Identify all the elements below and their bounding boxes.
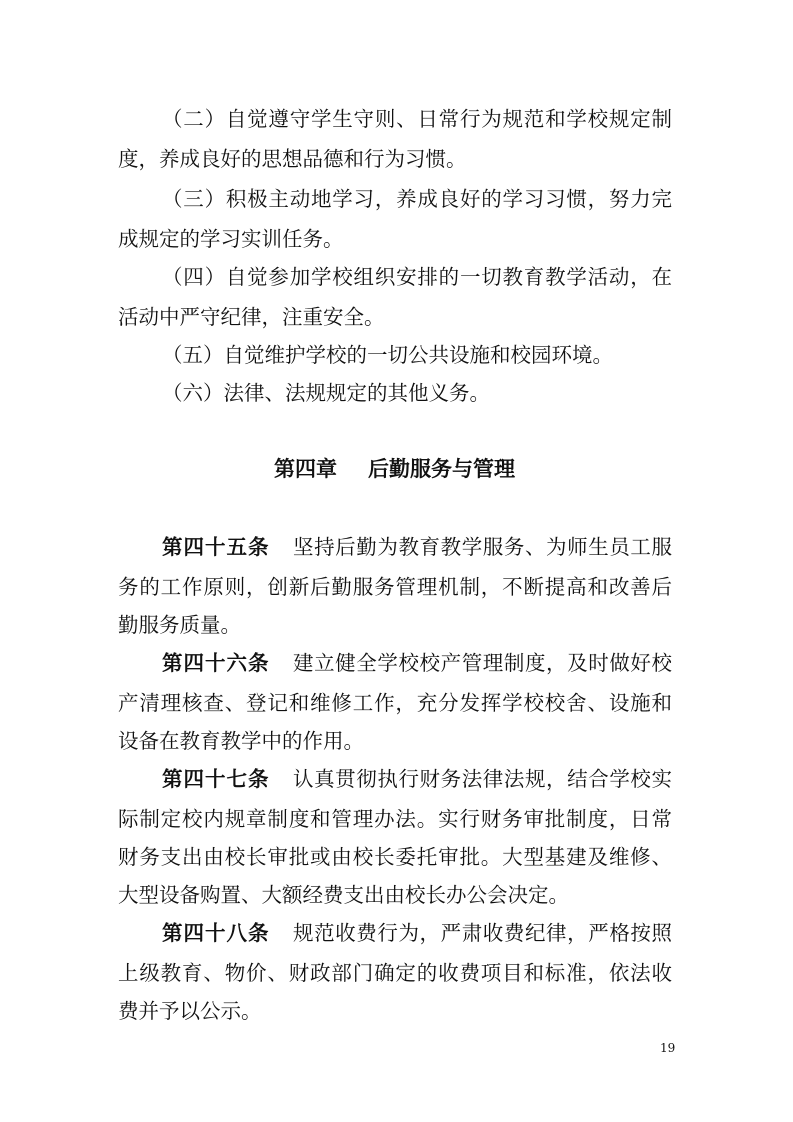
article-46-line-2: 产清理核查、登记和维修工作，充分发挥学校校舍、设施和 [118, 691, 672, 715]
obligation-item-3-line-1: （三）积极主动地学习，养成良好的学习习惯，努力完 [162, 187, 672, 211]
article-47-line-1: 第四十七条 认真贯彻执行财务法律法规，结合学校实 [0, 764, 793, 794]
article-45-line-3: 勤服务质量。 [118, 613, 241, 637]
chapter-heading [0, 452, 793, 486]
article-48-line-3: 费并予以公示。 [118, 999, 262, 1023]
obligation-item-2-line-2: 度，养成良好的思想品德和行为习惯。 [118, 147, 467, 171]
article-46-line-3: 设备在教育教学中的作用。 [118, 729, 364, 753]
obligation-item-4-line-1: （四）自觉参加学校组织安排的一切教育教学活动，在 [162, 265, 672, 289]
article-label: 第四十七条 [162, 767, 270, 791]
page-number: 19 [660, 1041, 676, 1055]
article-label: 第四十八条 [162, 921, 270, 945]
article-45-line-1: 第四十五条 坚持后勤为教育教学服务、为师生员工服 [0, 532, 793, 562]
article-45-line-2: 务的工作原则，创新后勤服务管理机制，不断提高和改善后 [118, 575, 672, 599]
article-47-line-4: 大型设备购置、大额经费支出由校长办公会决定。 [118, 883, 569, 907]
obligation-item-4-line-2: 活动中严守纪律，注重安全。 [118, 305, 385, 329]
obligation-item-2-line-1: （二）自觉遵守学生守则、日常行为规范和学校规定制 [162, 107, 672, 131]
obligation-item-3-line-2: 成规定的学习实训任务。 [118, 227, 344, 251]
article-48-line-1: 第四十八条 规范收费行为，严肃收费纪律，严格按照 [0, 918, 793, 948]
article-46-line-1: 第四十六条 建立健全学校校产管理制度，及时做好校 [0, 648, 793, 678]
article-label: 第四十五条 [162, 535, 270, 559]
obligation-item-6: （六）法律、法规规定的其他义务。 [162, 381, 490, 405]
article-47-line-2: 际制定校内规章制度和管理办法。实行财务审批制度，日常 [118, 807, 672, 831]
chapter-title: 后勤服务与管理 [368, 457, 515, 481]
obligation-item-5: （五）自觉维护学校的一切公共设施和校园环境。 [162, 343, 613, 367]
article-47-line-3: 财务支出由校长审批或由校长委托审批。大型基建及维修、 [118, 845, 672, 869]
article-48-line-2: 上级教育、物价、财政部门确定的收费项目和标准，依法收 [118, 961, 672, 985]
article-label: 第四十六条 [162, 651, 270, 675]
chapter-number: 第四章 [274, 457, 337, 481]
